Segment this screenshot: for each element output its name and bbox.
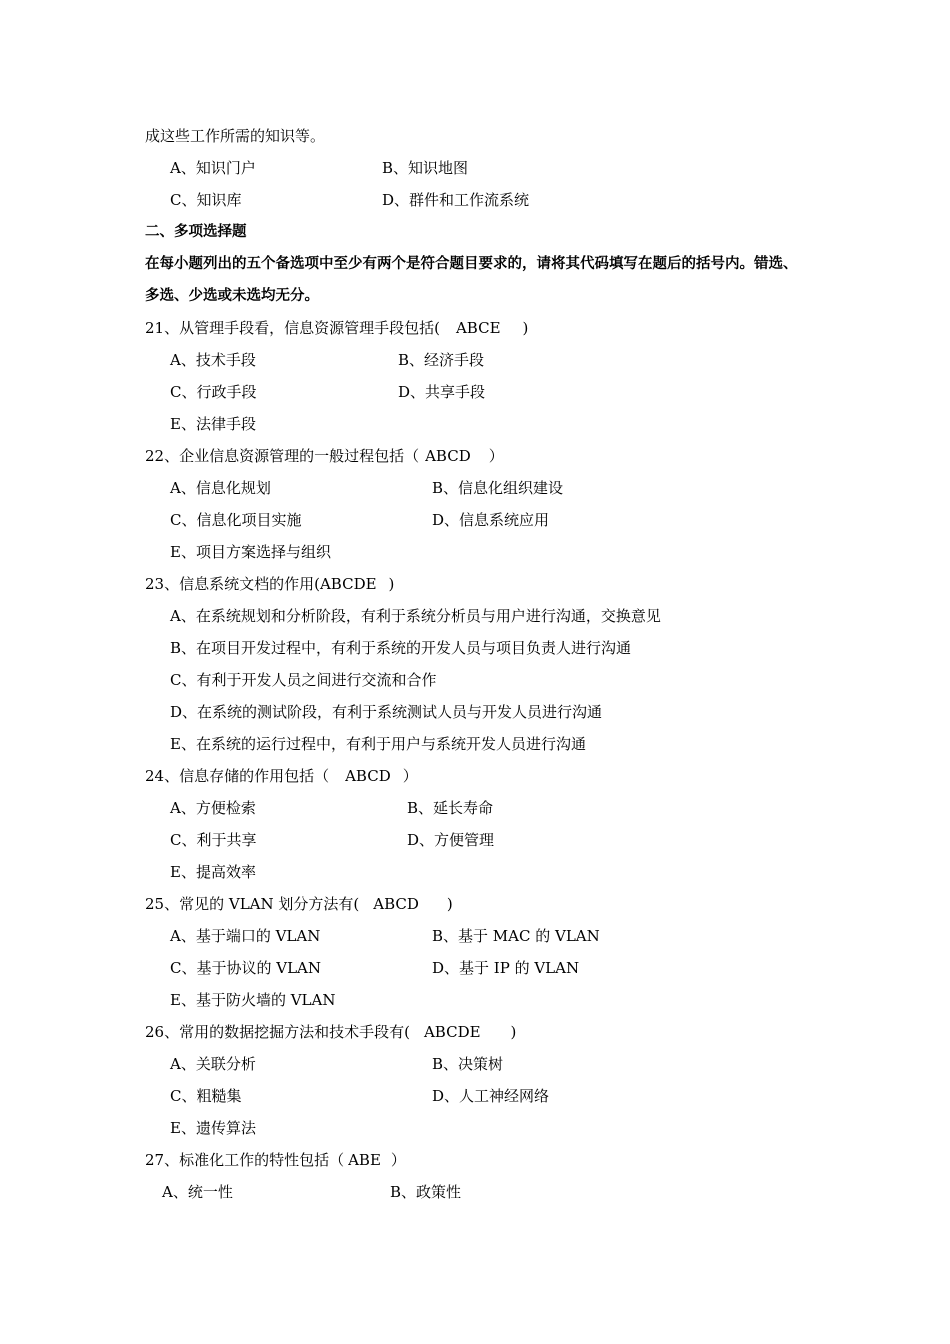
answer-text: ABCDE [319,575,377,593]
question-stem: 26、常用的数据挖掘方法和技术手段有( [145,1023,410,1041]
question-21-option-a: A、技术手段 [170,351,256,369]
question-23-option-d: D、在系统的测试阶段，有利于系统测试人员与开发人员进行沟通 [170,703,603,721]
question-24-option-b: B、延长寿命 [407,799,494,817]
question-22-option-c: C、信息化项目实施 [170,511,302,529]
answer-close: ) [522,319,529,337]
question-stem: 27、标准化工作的特性包括（ [145,1151,345,1169]
answer-text: ABCD [373,895,419,913]
question-26-option-b: B、决策树 [432,1055,504,1073]
intro-option-a: A、知识门户 [170,159,256,177]
question-24-option-d: D、方便管理 [407,831,495,849]
question-23-option-b: B、在项目开发过程中，有利于系统的开发人员与项目负责人进行沟通 [170,639,632,657]
section-title: 二、多项选择题 [145,224,247,240]
question-23-option-e: E、在系统的运行过程中，有利于用户与系统开发人员进行沟通 [170,735,586,753]
section-instruction-line2: 多选、少选或未选均无分。 [145,288,319,304]
question-21-option-c: C、行政手段 [170,383,257,401]
answer-text: ABCE [455,319,501,337]
question-21-option-b: B、经济手段 [398,351,485,369]
question-24-option-a: A、方便检索 [170,799,256,817]
question-25-stem [145,894,453,914]
answer-text: ABE [348,1151,381,1169]
question-26-stem [145,1022,516,1042]
answer-close: ） [488,447,504,465]
question-25-option-a: A、基于端口的 VLAN [170,927,321,945]
question-stem: 21、从管理手段看，信息资源管理手段包括( [145,319,440,337]
question-26-option-e: E、遗传算法 [170,1119,256,1137]
question-stem: 22、企业信息资源管理的一般过程包括（ [145,447,420,465]
question-27-option-b: B、政策性 [390,1183,462,1201]
intro-option-d: D、群件和工作流系统 [382,191,530,209]
answer-text: ABCD [345,767,391,785]
question-24-option-c: C、利于共享 [170,831,257,849]
question-23-option-c: C、有利于开发人员之间进行交流和合作 [170,671,437,689]
question-stem: 23、信息系统文档的作用( [145,575,320,593]
question-22-option-b: B、信息化组织建设 [432,479,564,497]
answer-close: ） [402,767,418,785]
answer-close: ) [446,895,453,913]
answer-text: ABCD [425,447,471,465]
intro-option-b: B、知识地图 [382,159,469,177]
question-21-option-e: E、法律手段 [170,415,256,433]
section-instruction-line1: 在每小题列出的五个备选项中至少有两个是符合题目要求的，请将其代码填写在题后的括号内。错选、 [145,256,798,272]
intro-option-c: C、知识库 [170,191,242,209]
intro-continuation: 成这些工作所需的知识等。 [145,127,326,145]
question-23-option-a: A、在系统规划和分析阶段，有利于系统分析员与用户进行沟通，交换意见 [170,607,661,625]
question-25-option-e: E、基于防火墙的 VLAN [170,991,336,1009]
question-21-stem [145,318,528,338]
question-24-option-e: E、提高效率 [170,863,256,881]
answer-close: ) [388,575,395,593]
question-22-option-a: A、信息化规划 [170,479,271,497]
question-21-option-d: D、共享手段 [398,383,486,401]
question-23-stem [145,574,394,594]
question-stem: 24、信息存储的作用包括（ [145,767,330,785]
question-22-option-d: D、信息系统应用 [432,511,550,529]
answer-close: ) [510,1023,517,1041]
question-25-option-c: C、基于协议的 VLAN [170,959,321,977]
answer-text: ABCDE [423,1023,481,1041]
answer-close: ） [390,1151,406,1169]
question-22-option-e: E、项目方案选择与组织 [170,543,331,561]
question-24-stem [145,766,418,786]
question-27-option-a: A、统一性 [162,1183,233,1201]
question-25-option-d: D、基于 IP 的 VLAN [432,959,580,977]
question-26-option-a: A、关联分析 [170,1055,256,1073]
question-stem: 25、常见的 VLAN 划分方法有( [145,895,360,913]
question-26-option-d: D、人工神经网络 [432,1087,550,1105]
question-26-option-c: C、粗糙集 [170,1087,242,1105]
question-22-stem [145,446,504,466]
question-27-stem [145,1150,406,1170]
question-25-option-b: B、基于 MAC 的 VLAN [432,927,600,945]
